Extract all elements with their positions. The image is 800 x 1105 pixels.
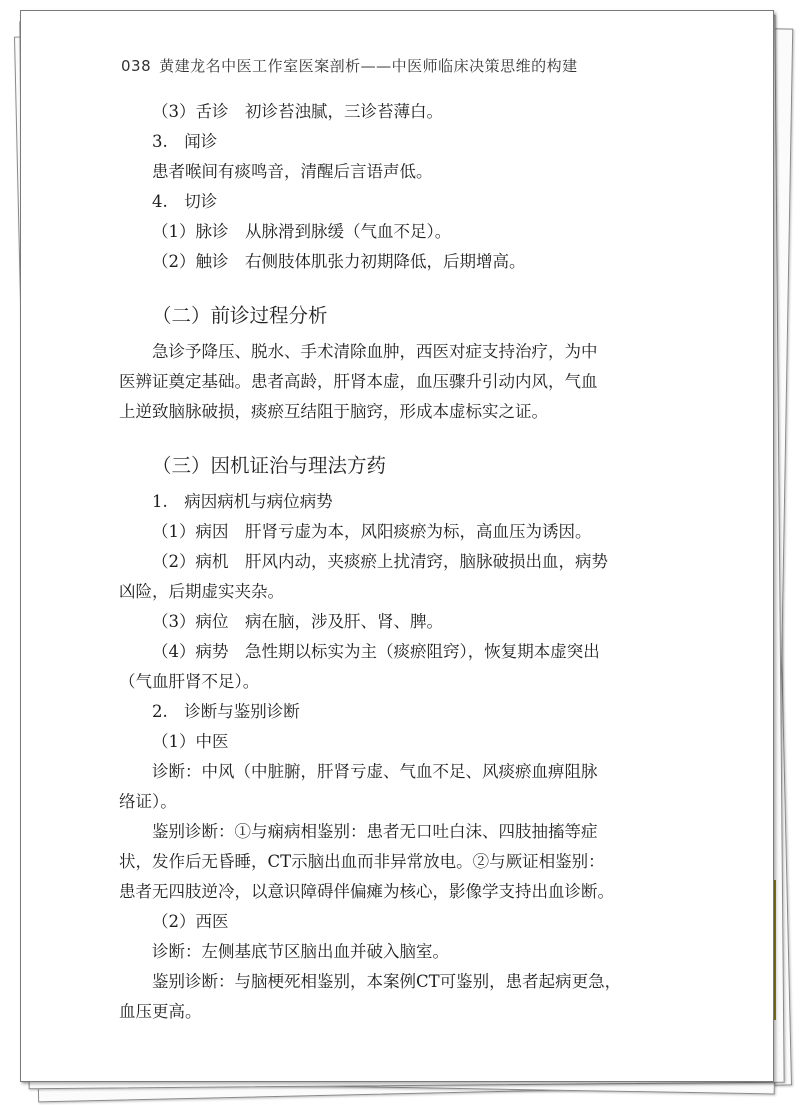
section-heading-pre-diagnosis: （二）前诊过程分析 [152, 304, 328, 327]
pre-diagnosis-paragraph [119, 337, 679, 427]
wm-differential-line: 鉴别诊断：与脑梗死相鉴别，本案例CT可鉴别，患者起病更急， [152, 972, 622, 991]
wm-differential-line: 血压更高。 [119, 1002, 202, 1021]
tcm-differential-line: 鉴别诊断：①与痫病相鉴别：患者无口吐白沫、四肢抽搐等症 [152, 822, 598, 841]
tcm-diagnosis-line: 络证）。 [119, 792, 177, 811]
subsection-title-etiology: 1. 病因病机与病位病势 [152, 492, 333, 511]
etiology-line: （1）病因 肝肾亏虚为本，风阳痰瘀为标，高血压为诱因。 [152, 522, 592, 541]
touch-exam-line: （2）触诊 右侧肢体肌张力初期降低，后期增高。 [152, 252, 526, 271]
wm-label: （2）西医 [152, 912, 229, 931]
tcm-differential-line: 状，发作后无昏睡，CT示脑出血而非异常放电。②与厥证相鉴别： [119, 852, 605, 871]
paragraph-line: 医辨证奠定基础。患者高龄，肝肾本虚，血压骤升引动内风，气血 [119, 372, 598, 391]
tcm-diagnosis-line: 诊断：中风（中脏腑，肝肾亏虚、气血不足、风痰瘀血痹阻脉 [152, 762, 598, 781]
tcm-label: （1）中医 [152, 732, 229, 751]
tcm-differential-line: 患者无四肢逆冷，以意识障碍伴偏瘫为核心，影像学支持出血诊断。 [119, 882, 614, 901]
listening-text: 患者喉间有痰鸣音，清醒后言语声低。 [152, 162, 433, 181]
tongue-exam-line: （3）舌诊 初诊苔浊腻，三诊苔薄白。 [152, 102, 443, 121]
pathogenesis-line: （2）病机 肝风内动，夹痰瘀上扰清窍，脑脉破损出血，病势 [152, 552, 608, 571]
pathogenesis-line: 凶险，后期虚实夹杂。 [119, 582, 284, 601]
trend-line: （4）病势 急性期以标实为主（痰瘀阻窍），恢复期本虚突出 [152, 642, 600, 661]
section-heading-cause-mechanism: （三）因机证治与理法方药 [152, 454, 387, 477]
trend-line: （气血肝肾不足）。 [119, 672, 260, 691]
location-line: （3）病位 病在脑，涉及肝、肾、脾。 [152, 612, 443, 631]
book-title: 黄建龙名中医工作室医案剖析——中医师临床决策思维的构建 [159, 57, 578, 75]
listening-title: 3. 闻诊 [152, 132, 218, 151]
paragraph-line: 上逆致脑脉破损，痰瘀互结阻于脑窍，形成本虚标实之证。 [119, 402, 548, 421]
paragraph-line: 急诊予降压、脱水、手术清除血肿，西医对症支持治疗，为中 [152, 342, 598, 361]
document-page [20, 10, 774, 1082]
palpation-title: 4. 切诊 [152, 192, 218, 211]
page-number: 038 [121, 57, 152, 75]
running-header [121, 55, 741, 76]
page-body [119, 97, 679, 1027]
pulse-exam-line: （1）脉诊 从脉滑到脉缓（气血不足）。 [152, 222, 452, 241]
subsection-title-diagnosis: 2. 诊断与鉴别诊断 [152, 702, 300, 721]
wm-diagnosis-line: 诊断：左侧基底节区脑出血并破入脑室。 [152, 942, 449, 961]
